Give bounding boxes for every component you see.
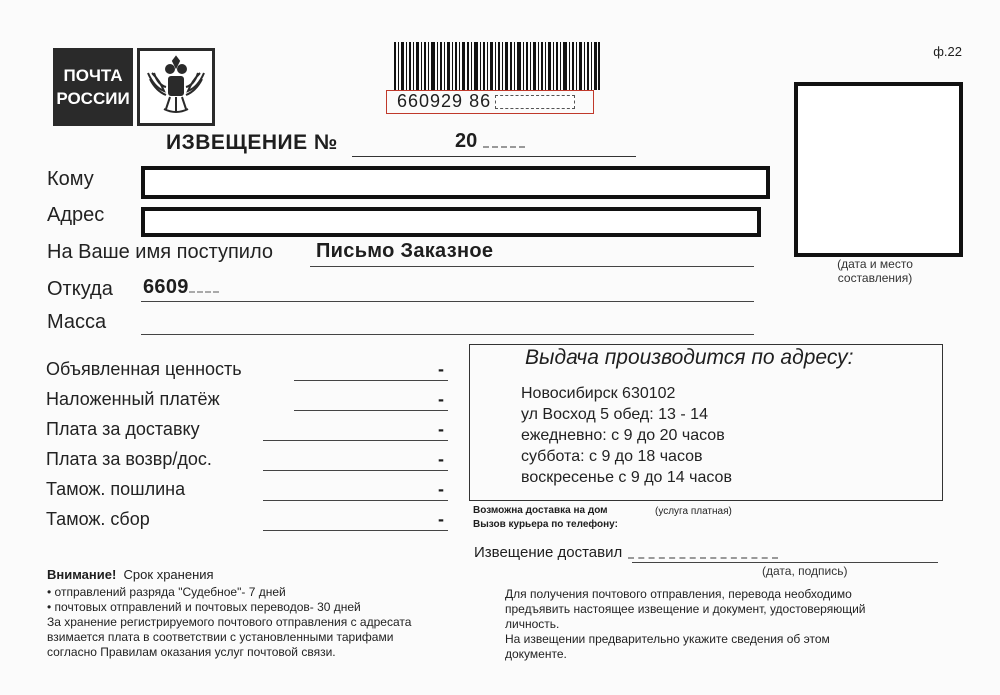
weight-label: Масса <box>47 311 107 333</box>
fee-value: - <box>438 449 444 469</box>
fee-value: - <box>438 509 444 529</box>
fee-label-declared-value: Объявленная ценность <box>46 359 242 379</box>
pickup-heading: Выдача производится по адресу: <box>525 346 854 369</box>
fee-label-return: Плата за возвр/дос. <box>46 449 212 469</box>
logo-line-1: ПОЧТА <box>63 66 123 85</box>
notice-line: За хранение регистрируемого почтового отправления с адресата <box>47 615 412 629</box>
weight-line <box>141 334 754 335</box>
notice-line: • отправлений разряда "Судебное"- 7 дней <box>47 585 286 599</box>
fee-label-customs-duty: Тамож. пошлина <box>46 479 186 499</box>
from-label: Откуда <box>47 278 113 300</box>
pickup-line: ежедневно: с 9 до 20 часов <box>521 427 725 444</box>
barcode <box>394 42 600 90</box>
signature-line <box>632 562 938 563</box>
delivered-by-label: Извещение доставил <box>474 544 623 561</box>
signature-caption: (дата, подпись) <box>762 564 848 578</box>
fee-line <box>263 500 448 501</box>
fee-label-customs-fee: Тамож. сбор <box>46 509 150 529</box>
notice-line: Для получения почтового отправления, перевода необходимо <box>505 587 852 601</box>
notice-line: личность. <box>505 617 560 631</box>
stamp-box-redacted <box>794 82 963 257</box>
redacted-number <box>483 136 525 148</box>
notice-line: документе. <box>505 647 567 661</box>
form-code: ф.22 <box>933 44 962 59</box>
barcode-number-box <box>386 90 594 114</box>
redacted-digits <box>495 95 575 109</box>
notice-line: предъявить настоящее извещение и документ, удостоверяющий <box>505 602 866 616</box>
received-line <box>310 266 754 267</box>
courier-call-label: Вызов курьера по телефону: <box>473 519 618 530</box>
russian-post-logo <box>53 48 133 126</box>
fee-value: - <box>438 419 444 439</box>
storage-notice-heading <box>47 567 214 582</box>
stamp-caption <box>808 257 942 285</box>
pickup-line: воскресенье с 9 до 14 часов <box>521 469 732 486</box>
storage-label: Срок хранения <box>123 567 214 582</box>
received-value: Письмо Заказное <box>316 240 494 262</box>
fee-line <box>263 530 448 531</box>
redacted-signature <box>628 548 778 559</box>
notice-number <box>455 130 525 153</box>
fee-value: - <box>438 479 444 499</box>
notice-number-value: 20 <box>455 130 478 152</box>
notice-line: На извещении предварительно укажите сведения об этом <box>505 632 830 646</box>
fee-line <box>294 410 448 411</box>
home-delivery-label: Возможна доставка на дом <box>473 505 608 516</box>
notice-line: • почтовых отправлений и почтовых переводов- 30 дней <box>47 600 361 614</box>
fee-value: - <box>438 389 444 409</box>
to-label: Кому <box>47 168 94 190</box>
redacted-from <box>189 283 219 293</box>
from-value-text: 6609 <box>143 276 189 298</box>
fee-line <box>294 380 448 381</box>
attention-label: Внимание! <box>47 567 117 582</box>
stamp-caption-line-2: составления) <box>837 271 913 285</box>
received-label: На Ваше имя поступило <box>47 241 273 263</box>
address-label: Адрес <box>47 204 105 226</box>
from-value <box>143 276 219 299</box>
notice-line: взимается плата в соответствии с установленными тарифами <box>47 630 394 644</box>
logo-line-2: РОССИИ <box>56 89 130 108</box>
storage-notice <box>47 585 411 660</box>
notice-title: ИЗВЕЩЕНИЕ № <box>166 131 338 154</box>
pickup-line: суббота: с 9 до 18 часов <box>521 448 703 465</box>
home-delivery-paid: (услуга платная) <box>655 506 732 517</box>
delivered-by <box>474 544 778 561</box>
pickup-line: ул Восход 5 обед: 13 - 14 <box>521 406 708 423</box>
title-number-line <box>352 156 636 157</box>
fee-line <box>263 470 448 471</box>
barcode-number: 660929 86 <box>397 91 492 111</box>
fee-line <box>263 440 448 441</box>
fee-value: - <box>438 359 444 379</box>
notice-line: согласно Правилам оказания услуг почтовой связи. <box>47 645 336 659</box>
recipient-address-redacted <box>141 207 761 237</box>
pickup-line: Новосибирск 630102 <box>521 385 676 402</box>
fee-label-delivery: Плата за доставку <box>46 419 200 439</box>
fee-label-cash-on-delivery: Наложенный платёж <box>46 389 220 409</box>
recipient-name-redacted <box>141 166 770 199</box>
id-notice <box>505 587 866 662</box>
eagle-emblem-icon <box>137 48 215 126</box>
from-line <box>141 301 754 302</box>
stamp-caption-line-1: (дата и место <box>837 257 913 271</box>
